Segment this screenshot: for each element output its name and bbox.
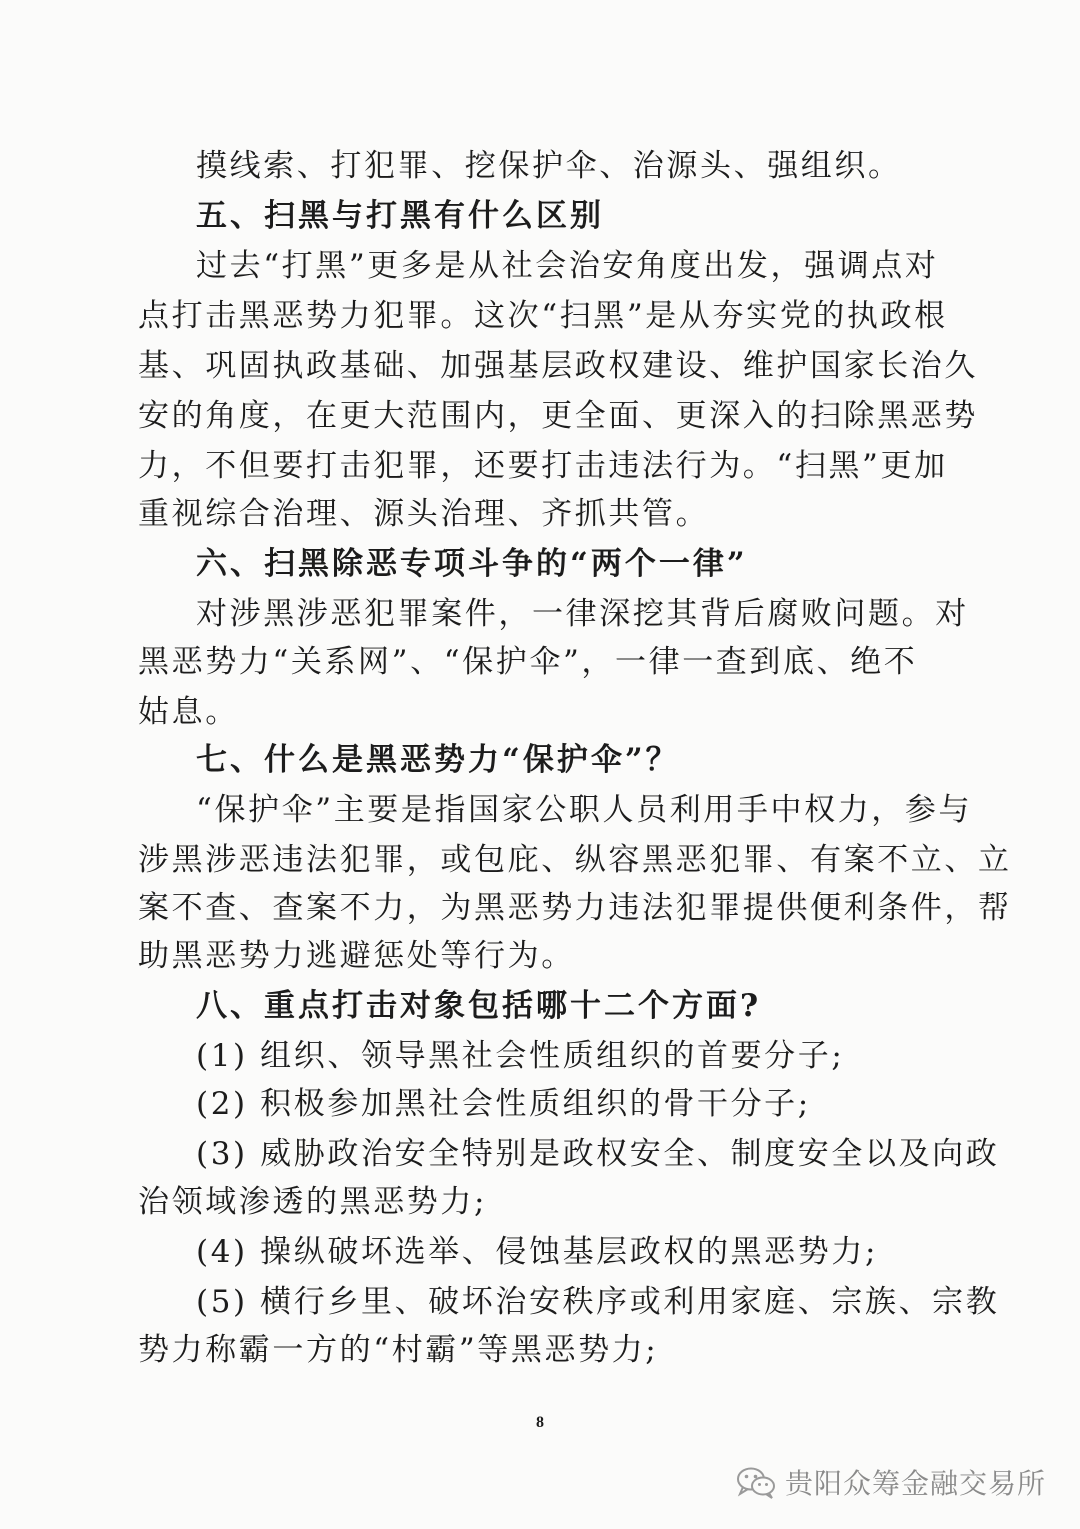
- paragraph-line: “保护伞”主要是指国家公职人员利用手中权力，参与: [196, 792, 973, 828]
- list-item: (1) 组织、领导黑社会性质组织的首要分子;: [196, 1038, 845, 1074]
- section-heading-6: 六、扫黑除恶专项斗争的“两个一律”: [196, 546, 748, 582]
- watermark-text: 贵阳众筹金融交易所: [784, 1467, 1046, 1500]
- paragraph-line: 对涉黑涉恶犯罪案件，一律深挖其背后腐败问题。对: [196, 596, 969, 632]
- wechat-icon: [735, 1465, 777, 1499]
- paragraph-line: 助黑恶势力逃避惩处等行为。: [138, 938, 575, 974]
- page-number: 8: [536, 1414, 544, 1431]
- list-item-continuation: 治领域渗透的黑恶势力;: [138, 1184, 488, 1220]
- list-item: (5) 横行乡里、破坏治安秩序或利用家庭、宗族、宗教: [196, 1284, 1000, 1320]
- paragraph-line: 点打击黑恶势力犯罪。这次“扫黑”是从夯实党的执政根: [138, 298, 948, 334]
- list-item: (2) 积极参加黑社会性质组织的骨干分子;: [196, 1086, 811, 1122]
- section-heading-8: 八、重点打击对象包括哪十二个方面?: [196, 988, 762, 1024]
- list-item: (3) 威胁政治安全特别是政权安全、制度安全以及向政: [196, 1136, 1000, 1172]
- watermark: [735, 1462, 1046, 1502]
- section-heading-7: 七、什么是黑恶势力“保护伞”？: [196, 742, 680, 778]
- paragraph-line: 过去“打黑”更多是从社会治安角度出发，强调点对: [196, 248, 939, 284]
- paragraph-line: 摸线索、打犯罪、挖保护伞、治源头、强组织。: [196, 148, 902, 184]
- paragraph-line: 案不查、查案不力，为黑恶势力违法犯罪提供便利条件，帮: [138, 890, 1012, 926]
- paragraph-line: 基、巩固执政基础、加强基层政权建设、维护国家长治久: [138, 348, 978, 384]
- paragraph-line: 力，不但要打击犯罪，还要打击违法行为。“扫黑”更加: [138, 448, 948, 484]
- paragraph-line: 安的角度，在更大范围内，更全面、更深入的扫除黑恶势: [138, 398, 978, 434]
- paragraph-line: 重视综合治理、源头治理、齐抓共管。: [138, 496, 710, 532]
- paragraph-line: 涉黑涉恶违法犯罪，或包庇、纵容黑恶犯罪、有案不立、立: [138, 842, 1012, 878]
- paragraph-line: 姑息。: [138, 694, 239, 730]
- list-item: (4) 操纵破坏选举、侵蚀基层政权的黑恶势力;: [196, 1234, 879, 1270]
- list-item-continuation: 势力称霸一方的“村霸”等黑恶势力;: [138, 1332, 659, 1368]
- paragraph-line: 黑恶势力“关系网”、“保护伞”，一律一查到底、绝不: [138, 644, 918, 680]
- section-heading-5: 五、扫黑与打黑有什么区别: [196, 198, 604, 234]
